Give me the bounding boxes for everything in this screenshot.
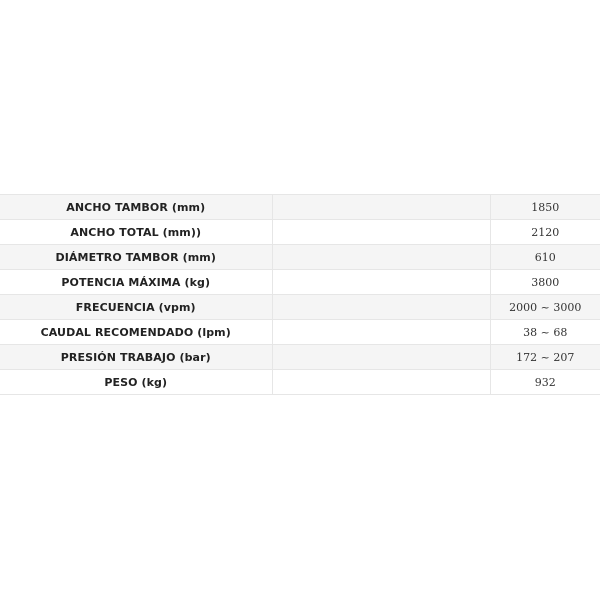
- spec-empty-cell: [272, 270, 490, 295]
- spec-value: 610: [490, 245, 600, 270]
- spec-label: ANCHO TAMBOR (mm): [0, 195, 272, 220]
- spec-label: CAUDAL RECOMENDADO (lpm): [0, 320, 272, 345]
- table-row: [0, 295, 600, 320]
- spec-value: 3800: [490, 270, 600, 295]
- spec-table: [0, 194, 600, 395]
- spec-label: POTENCIA MÁXIMA (kg): [0, 270, 272, 295]
- spec-label: FRECUENCIA (vpm): [0, 295, 272, 320]
- table-row: [0, 220, 600, 245]
- table-row: [0, 345, 600, 370]
- spec-value: 1850: [490, 195, 600, 220]
- table-row: [0, 320, 600, 345]
- spec-label: DIÁMETRO TAMBOR (mm): [0, 245, 272, 270]
- table-row: [0, 195, 600, 220]
- spec-label: PRESIÓN TRABAJO (bar): [0, 345, 272, 370]
- spec-empty-cell: [272, 195, 490, 220]
- spec-value: 38 ~ 68: [490, 320, 600, 345]
- spec-label: ANCHO TOTAL (mm)): [0, 220, 272, 245]
- spec-value: 2120: [490, 220, 600, 245]
- spec-empty-cell: [272, 345, 490, 370]
- table-row: [0, 370, 600, 395]
- spec-empty-cell: [272, 320, 490, 345]
- spec-label: PESO (kg): [0, 370, 272, 395]
- spec-empty-cell: [272, 295, 490, 320]
- spec-value: 932: [490, 370, 600, 395]
- spec-empty-cell: [272, 245, 490, 270]
- table-row: [0, 270, 600, 295]
- spec-value: 2000 ~ 3000: [490, 295, 600, 320]
- table-row: [0, 245, 600, 270]
- spec-empty-cell: [272, 370, 490, 395]
- spec-value: 172 ~ 207: [490, 345, 600, 370]
- spec-empty-cell: [272, 220, 490, 245]
